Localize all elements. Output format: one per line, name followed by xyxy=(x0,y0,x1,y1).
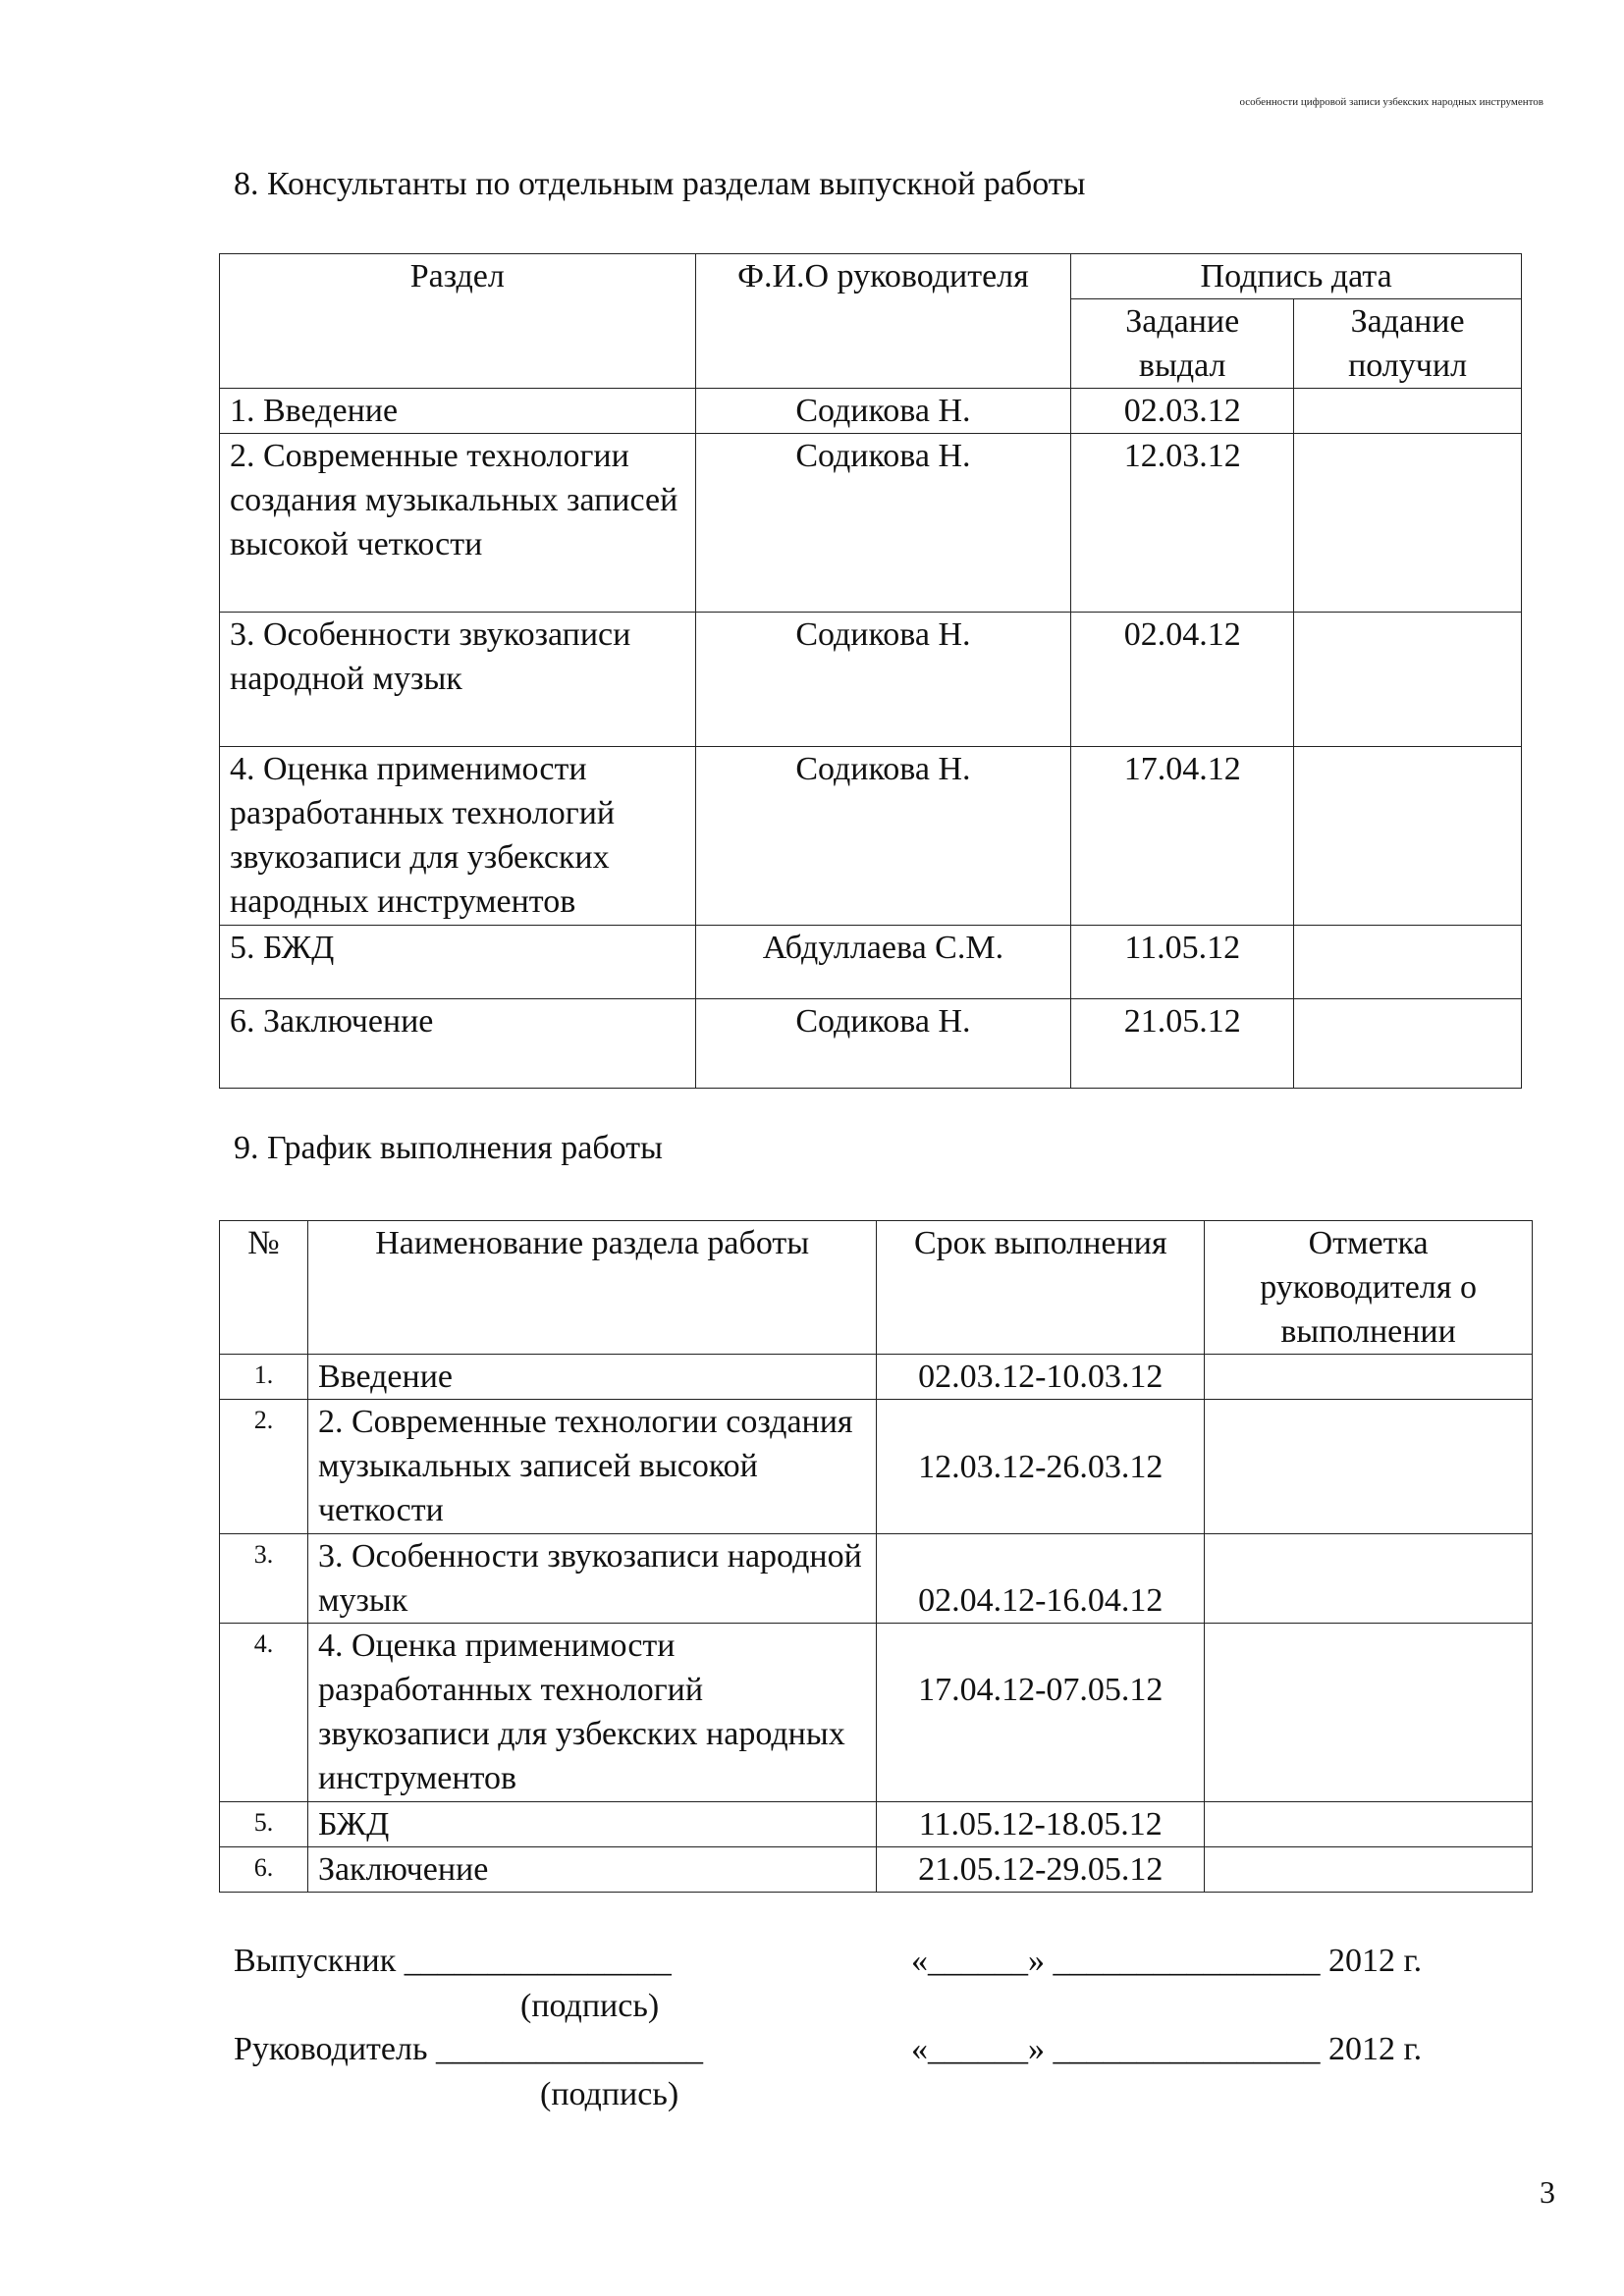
page-number: 3 xyxy=(1540,2174,1555,2210)
cell-received xyxy=(1294,999,1522,1089)
table-row xyxy=(220,389,1522,434)
col-header-num: № xyxy=(220,1221,308,1355)
cell-name: 3. Особенности звукозаписи народной музык xyxy=(307,1534,876,1624)
running-header: особенности цифровой записи узбекских народных инструментов xyxy=(1239,96,1543,108)
schedule-header-row xyxy=(220,1221,1533,1355)
supervisor-date-line: «______» ________________ 2012 г. xyxy=(911,2031,1423,2067)
consultants-header-row xyxy=(220,254,1522,299)
cell-mark xyxy=(1205,1355,1533,1400)
cell-section: 5. БЖД xyxy=(220,926,696,999)
cell-issued: 12.03.12 xyxy=(1071,434,1294,613)
cell-mark xyxy=(1205,1847,1533,1893)
cell-mark xyxy=(1205,1802,1533,1847)
cell-supervisor: Содикова Н. xyxy=(695,999,1071,1089)
cell-name: БЖД xyxy=(307,1802,876,1847)
table-row xyxy=(220,999,1522,1089)
table-row xyxy=(220,613,1522,747)
cell-mark xyxy=(1205,1534,1533,1624)
cell-mark xyxy=(1205,1624,1533,1802)
col-header-mark: Отметка руководителя о выполнении xyxy=(1205,1221,1533,1355)
cell-received xyxy=(1294,926,1522,999)
cell-issued: 21.05.12 xyxy=(1071,999,1294,1089)
cell-deadline: 21.05.12-29.05.12 xyxy=(877,1847,1205,1893)
cell-issued: 17.04.12 xyxy=(1071,747,1294,926)
graduate-signature-line: Выпускник ________________ xyxy=(234,1943,672,1979)
cell-section: 3. Особенности звукозаписи народной музык xyxy=(220,613,696,747)
cell-name: Заключение xyxy=(307,1847,876,1893)
cell-issued: 02.03.12 xyxy=(1071,389,1294,434)
graduate-date-line: «______» ________________ 2012 г. xyxy=(911,1943,1423,1979)
cell-issued: 11.05.12 xyxy=(1071,926,1294,999)
cell-section: 2. Современные технологии создания музыкальных записей высокой четкости xyxy=(220,434,696,613)
cell-name: 4. Оценка применимости разработанных технологий звукозаписи для узбекских народных инструментов xyxy=(307,1624,876,1802)
section-9-heading: 9. График выполнения работы xyxy=(234,1130,663,1166)
col-header-task-received: Задание получил xyxy=(1294,299,1522,389)
col-header-supervisor: Ф.И.О руководителя xyxy=(695,254,1071,389)
cell-deadline: 12.03.12-26.03.12 xyxy=(877,1400,1205,1534)
col-header-name: Наименование раздела работы xyxy=(307,1221,876,1355)
cell-issued: 02.04.12 xyxy=(1071,613,1294,747)
table-row xyxy=(220,1624,1533,1802)
table-row xyxy=(220,1400,1533,1534)
graduate-signature-caption: (подпись) xyxy=(520,1988,660,2024)
table-row xyxy=(220,1355,1533,1400)
cell-deadline: 17.04.12-07.05.12 xyxy=(877,1624,1205,1802)
cell-name: Введение xyxy=(307,1355,876,1400)
supervisor-signature-line: Руководитель ________________ xyxy=(234,2031,703,2067)
table-row xyxy=(220,434,1522,613)
cell-supervisor: Содикова Н. xyxy=(695,613,1071,747)
cell-name: 2. Современные технологии создания музыкальных записей высокой четкости xyxy=(307,1400,876,1534)
cell-mark xyxy=(1205,1400,1533,1534)
col-header-deadline: Срок выполнения xyxy=(877,1221,1205,1355)
section-8-heading: 8. Консультанты по отдельным разделам выпускной работы xyxy=(234,166,1086,202)
cell-received xyxy=(1294,389,1522,434)
cell-supervisor: Абдуллаева С.М. xyxy=(695,926,1071,999)
cell-deadline: 02.04.12-16.04.12 xyxy=(877,1534,1205,1624)
table-row xyxy=(220,1534,1533,1624)
cell-section: 1. Введение xyxy=(220,389,696,434)
cell-section: 4. Оценка применимости разработанных технологий звукозаписи для узбекских народных инструментов xyxy=(220,747,696,926)
table-row xyxy=(220,1802,1533,1847)
cell-num: 6. xyxy=(220,1847,308,1893)
cell-num: 3. xyxy=(220,1534,308,1624)
table-row xyxy=(220,926,1522,999)
cell-received xyxy=(1294,434,1522,613)
schedule-table xyxy=(219,1220,1533,1893)
cell-supervisor: Содикова Н. xyxy=(695,389,1071,434)
cell-deadline: 11.05.12-18.05.12 xyxy=(877,1802,1205,1847)
cell-deadline: 02.03.12-10.03.12 xyxy=(877,1355,1205,1400)
table-row xyxy=(220,747,1522,926)
col-header-signature-date: Подпись дата xyxy=(1071,254,1522,299)
cell-supervisor: Содикова Н. xyxy=(695,747,1071,926)
table-row xyxy=(220,1847,1533,1893)
cell-num: 4. xyxy=(220,1624,308,1802)
cell-received xyxy=(1294,747,1522,926)
cell-num: 1. xyxy=(220,1355,308,1400)
cell-supervisor: Содикова Н. xyxy=(695,434,1071,613)
cell-section: 6. Заключение xyxy=(220,999,696,1089)
cell-num: 2. xyxy=(220,1400,308,1534)
consultants-table xyxy=(219,253,1522,1089)
cell-num: 5. xyxy=(220,1802,308,1847)
supervisor-signature-caption: (подпись) xyxy=(540,2076,679,2112)
cell-received xyxy=(1294,613,1522,747)
col-header-task-issued: Задание выдал xyxy=(1071,299,1294,389)
col-header-section: Раздел xyxy=(220,254,696,389)
